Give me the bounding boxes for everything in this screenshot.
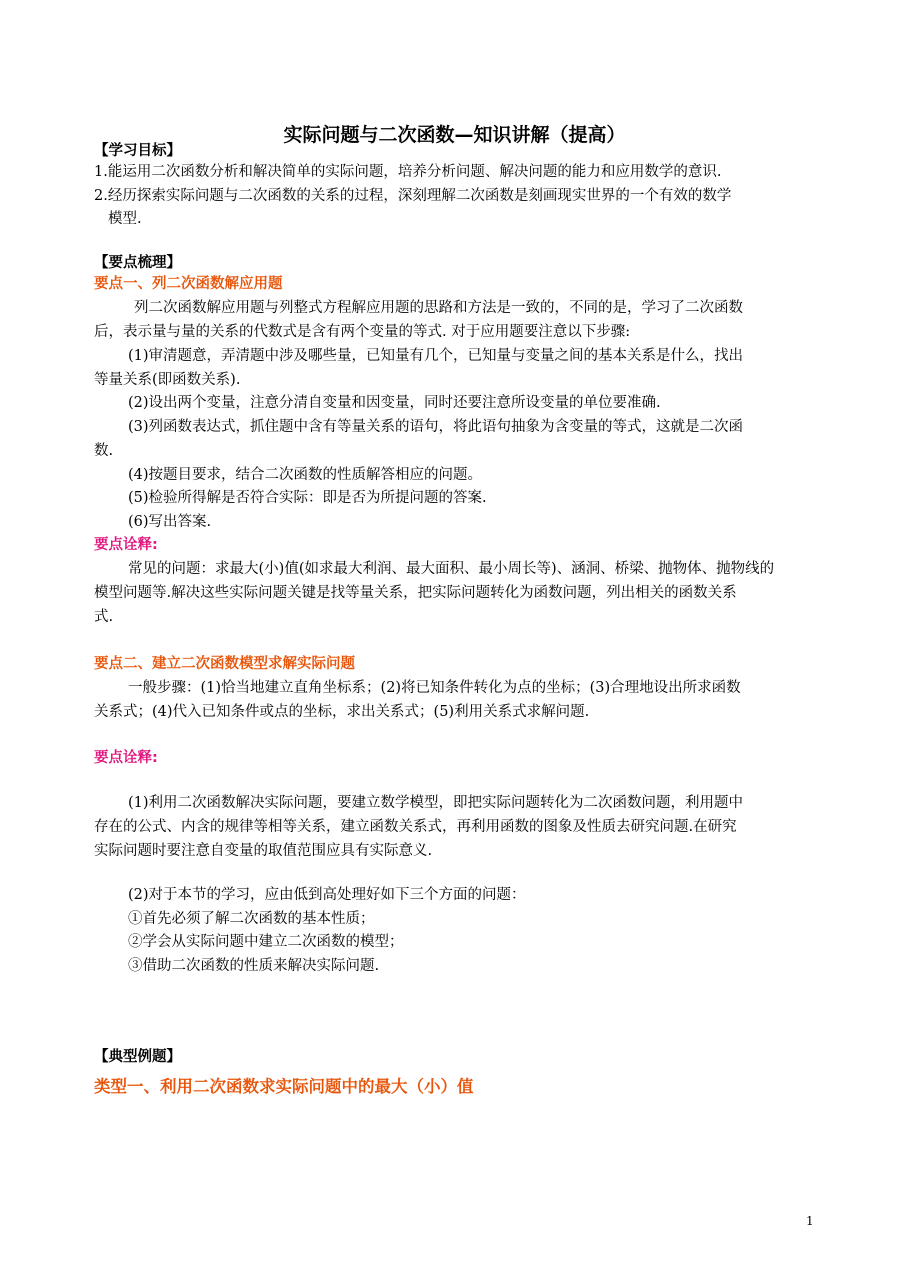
note-line: (1)利用二次函数解决实际问题，要建立数学模型，即把实际问题转化为二次函数问题，利用题中 [128,795,744,811]
note-line: 存在的公式、内含的规律等相等关系，建立函数关系式，再利用函数的图象及性质去研究问题.在研究 [94,819,737,835]
paragraph-line: 一般步骤：(1)恰当地建立直角坐标系；(2)将已知条件转化为点的坐标；(3)合理地设出所求函数 [128,680,741,696]
goal-item: 2.经历探索实际问题与二次函数的关系的过程，深刻理解二次函数是刻画现实世界的一个有效的数学 [94,188,732,204]
note-line: ③借助二次函数的性质来解决实际问题. [128,958,380,974]
paragraph-line: (3)列函数表达式，抓住题中含有等量关系的语句，将此语句抽象为含变量的等式，这就是二次函 [128,419,744,435]
points-heading: 【要点梳理】 [94,255,181,271]
note-line: ①首先必须了解二次函数的基本性质； [128,911,375,927]
paragraph-line: 后，表示量与量的关系的代数式是含有两个变量的等式. 对于应用题要注意以下步骤: [94,324,631,340]
page-number: 1 [806,1214,814,1228]
paragraph-line: 关系式；(4)代入已知条件或点的坐标，求出关系式；(5)利用关系式求解问题. [94,704,590,720]
note-line: (2)对于本节的学习，应由低到高处理好如下三个方面的问题： [128,887,526,903]
goals-heading: 【学习目标】 [94,143,181,159]
paragraph-line: (5)检验所得解是否符合实际：即是否为所提问题的答案. [128,490,487,506]
point-two-title: 要点二、建立二次函数模型求解实际问题 [94,656,355,672]
paragraph-line: 等量关系(即函数关系). [94,372,241,388]
paragraph-line: (1)审清题意，弄清题中涉及哪些量，已知量有几个，已知量与变量之间的基本关系是什么，找出 [128,348,744,364]
point-one-title: 要点一、列二次函数解应用题 [94,276,283,292]
paragraph-line: 数. [94,443,114,459]
note-line: 常见的问题：求最大(小)值(如求最大利润、最大面积、最小周长等)、涵洞、桥梁、抛物体、抛物线的 [128,561,775,577]
note-line: 实际问题时要注意自变量的取值范围应具有实际意义. [94,843,433,859]
note-line: ②学会从实际问题中建立二次函数的模型； [128,934,404,950]
goal-item: 模型. [108,211,142,227]
point-one-note-title: 要点诠释: [94,537,158,553]
page-title: 实际问题与二次函数—知识讲解（提高） [283,124,626,146]
point-two-note-title: 要点诠释: [94,750,158,766]
note-line: 式. [94,609,114,625]
paragraph-line: 列二次函数解应用题与列整式方程解应用题的思路和方法是一致的，不同的是，学习了二次函数 [134,300,743,316]
examples-heading: 【典型例题】 [94,1049,181,1065]
goal-item: 1.能运用二次函数分析和解决简单的实际问题，培养分析问题、解决问题的能力和应用数学的意识. [94,164,722,180]
paragraph-line: (6)写出答案. [128,514,212,530]
note-line: 模型问题等.解决这些实际问题关键是找等量关系，把实际问题转化为函数问题，列出相关的函数关系 [94,585,737,601]
paragraph-line: (2)设出两个变量，注意分清自变量和因变量，同时还要注意所设变量的单位要准确. [128,395,661,411]
example-type-one-title: 类型一、利用二次函数求实际问题中的最大（小）值 [94,1077,474,1096]
paragraph-line: (4)按题目要求，结合二次函数的性质解答相应的问题。 [128,467,483,483]
